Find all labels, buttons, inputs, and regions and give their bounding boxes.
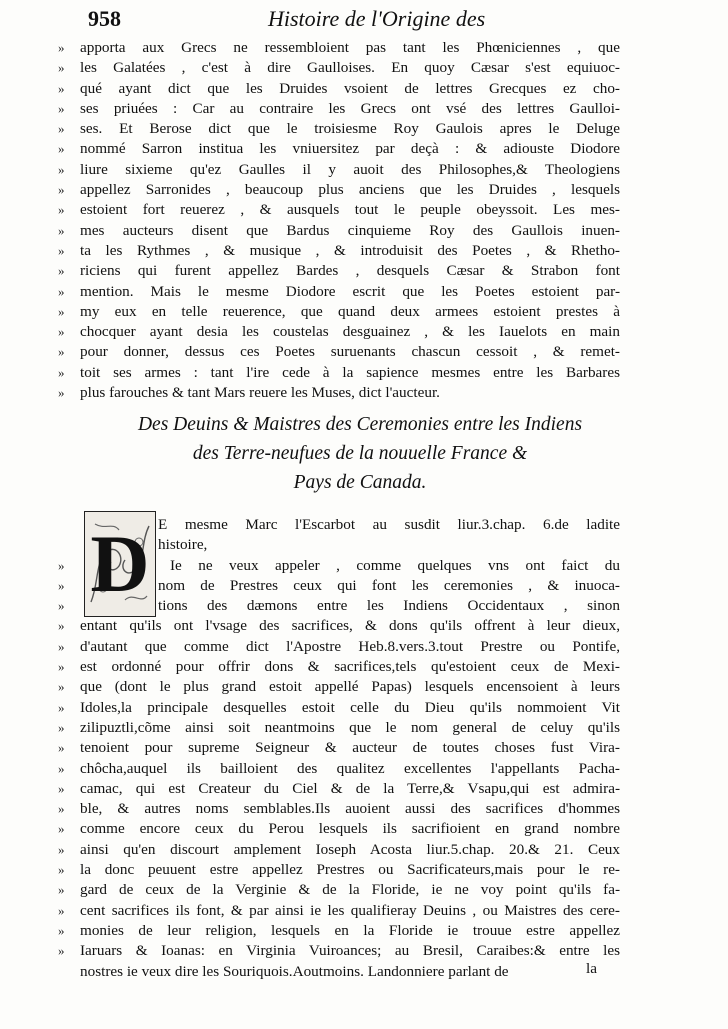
- text-line: [58, 657, 620, 677]
- text-line: [58, 718, 620, 738]
- line-text: tions des dæmons entre les Indiens Occidentaux , sinon: [158, 597, 620, 615]
- text-line: [58, 698, 620, 718]
- line-text: gard de ceux de la Verginie & de la Floride, ie ne voy point qu'ils fa-: [80, 881, 620, 899]
- text-line: [58, 99, 620, 119]
- line-text: mention. Mais le mesme Diodore escrit que les Poetes estoient par-: [80, 282, 620, 300]
- body-paragraph: [58, 515, 620, 982]
- line-text: liure sixieme qu'ez Gaulles il y auoit des Philosophes,& Theologiens: [80, 160, 620, 178]
- quotation-mark: »: [58, 100, 65, 116]
- text-line: [58, 637, 620, 657]
- text-line: [58, 302, 620, 322]
- text-line: [58, 941, 620, 961]
- quotation-mark: »: [58, 161, 65, 177]
- quotation-mark: »: [58, 679, 65, 695]
- line-text: Iaruars & Ioanas: en Virginia Vuiroances; au Bresil, Caraibes:& entre les: [80, 942, 620, 960]
- line-text: Idoles,la principale desquelles estoit celle du Dieu qu'ils nommoient Vit: [80, 698, 620, 716]
- dropcap-letter: D: [90, 518, 150, 609]
- quotation-mark: »: [58, 821, 65, 837]
- line-text: histoire,: [158, 536, 208, 554]
- text-line: [58, 383, 620, 403]
- running-title: Histoire de l'Origine des: [268, 6, 486, 31]
- line-text: nommé Sarron institua les vniuersitez par deçà : & adiouste Diodore: [80, 140, 620, 158]
- section-heading-line: des Terre-neufues de la nouuelle France &: [192, 443, 528, 464]
- line-text: est ordonné pour offrir dons & sacrifices,tels qu'estoient ceux de Mexi-: [80, 658, 620, 676]
- quotation-mark: »: [58, 740, 65, 756]
- text-line: [58, 139, 620, 159]
- quotation-mark: »: [58, 557, 65, 573]
- quotation-mark: »: [58, 699, 65, 715]
- line-text: les Galatées , c'est à dire Gaulloises. En quoy Cæsar s'est equiuoc-: [80, 59, 620, 77]
- quotation-mark: »: [58, 801, 65, 817]
- quotation-mark: »: [58, 618, 65, 634]
- page-header: [88, 6, 608, 36]
- text-line: [80, 962, 620, 982]
- quotation-mark: »: [58, 324, 65, 340]
- line-text: cent sacrifices ils font, & par ainsi ie les qualifieray Deuins , ou Maistres des cere-: [80, 901, 620, 919]
- quotation-mark: »: [58, 121, 65, 137]
- text-line: [58, 38, 620, 58]
- text-line: [58, 342, 620, 362]
- line-text: chôcha,auquel ils bailloient des qualitez excellentes l'appellants Pacha-: [80, 759, 620, 777]
- quotation-mark: »: [58, 60, 65, 76]
- line-text: entant qu'ils ont l'vsage des sacrifices, & dons qu'ils offrent à leur dieux,: [80, 617, 620, 635]
- quotation-mark: »: [58, 862, 65, 878]
- quotation-mark: »: [58, 242, 65, 258]
- text-line: [80, 535, 620, 555]
- text-line: [58, 799, 620, 819]
- line-text: plus farouches & tant Mars reuere les Muses, dict l'aucteur.: [80, 384, 440, 402]
- text-line: [58, 596, 620, 616]
- text-line: [58, 921, 620, 941]
- quotation-mark: »: [58, 40, 65, 55]
- line-text: ainsi qu'en discourt amplement Ioseph Acosta liur.5.chap. 20.& 21. Ceux: [80, 840, 620, 858]
- line-text: Ie ne veux appeler , comme quelques vns ont faict du: [170, 556, 620, 574]
- quotation-mark: »: [58, 222, 65, 238]
- line-text: d'autant que comme dict l'Apostre Heb.8.vers.3.tout Prestre ou Pontife,: [80, 637, 620, 655]
- line-text: tenoient pour supreme Seigneur & aucteur de toutes choses fust Vira-: [80, 739, 620, 757]
- section-heading-line: Pays de Canada.: [293, 472, 427, 493]
- line-text: my eux en telle reuerence, que quand deux armees estoient prestes à: [80, 302, 620, 320]
- line-text: chocquer ayant desia les coustelas desguainez , & les Iauelots en main: [80, 323, 620, 341]
- text-line: [58, 241, 620, 261]
- quotation-mark: »: [58, 577, 65, 593]
- quotation-mark: »: [58, 283, 65, 299]
- text-line: [58, 79, 620, 99]
- text-line: [58, 160, 620, 180]
- quotation-mark: »: [58, 638, 65, 654]
- quotation-mark: »: [58, 263, 65, 279]
- line-text: comme encore ceux du Perou lesquels ils sacrifioient en grand nombre: [80, 820, 620, 838]
- line-text: apporta aux Grecs ne ressembloient pas tant les Phœniciennes , que: [80, 39, 620, 56]
- quotation-mark: »: [58, 780, 65, 796]
- text-line: [58, 901, 620, 921]
- line-text: riciens qui furent appellez Bardes , desquels Cæsar & Strabon font: [80, 262, 620, 280]
- top-paragraph: [58, 38, 620, 403]
- text-line: [58, 200, 620, 220]
- quotation-mark: »: [58, 841, 65, 857]
- line-text: la donc peuuent estre appellez Prestres ou Sacrificateurs,mais pour le re-: [80, 861, 620, 879]
- line-text: que (dont le plus grand estoit appellé Papas) lesquels encensoient à leurs: [80, 678, 620, 696]
- quotation-mark: »: [58, 303, 65, 319]
- text-line: [58, 180, 620, 200]
- quotation-mark: »: [58, 141, 65, 157]
- quotation-mark: »: [58, 80, 65, 96]
- text-line: [58, 840, 620, 860]
- text-line: [58, 779, 620, 799]
- text-line: [80, 515, 620, 535]
- line-text: ses priuées : Car au contraire les Grecs ont vsé des lettres Gaulloi-: [80, 99, 620, 117]
- line-text: zilipuztli,cõme ainsi soit neantmoins que le nom general de celuy qu'ils: [80, 718, 620, 736]
- text-line: [58, 556, 620, 576]
- line-text: nostres ie veux dire les Souriquois.Aoutmoins. Landonniere parlant de: [80, 962, 509, 980]
- line-text: ses. Et Berose dict que le troisiesme Roy Gaulois apres le Deluge: [80, 120, 620, 138]
- quotation-mark: »: [58, 598, 65, 614]
- line-text: estoient fort reuerez , & ausquels tout le peuple obeyssoit. Les mes-: [80, 201, 620, 219]
- page-number: 958: [88, 6, 121, 31]
- quotation-mark: »: [58, 182, 65, 198]
- text-line: [58, 576, 620, 596]
- text-line: [58, 819, 620, 839]
- line-text: toit ses armes : tant l'ire cede à la sapience mesmes entre les Barbares: [80, 363, 620, 381]
- quotation-mark: »: [58, 202, 65, 218]
- quotation-mark: »: [58, 364, 65, 380]
- section-heading-line: Des Deuins & Maistres des Ceremonies entre les Indiens: [137, 414, 583, 435]
- line-text: mes aucteurs disent que Bardus cinquieme Roy des Gaullois inuen-: [80, 221, 620, 239]
- line-text: monies de leur religion, lesquels en la Floride ie trouue estre appellez: [80, 921, 620, 939]
- text-line: [58, 880, 620, 900]
- text-line: [58, 261, 620, 281]
- text-line: [58, 860, 620, 880]
- quotation-mark: »: [58, 922, 65, 938]
- line-text: camac, qui est Createur du Ciel & de la Terre,& Vsapu,qui est admira-: [80, 779, 620, 797]
- quotation-mark: »: [58, 943, 65, 959]
- text-line: [58, 738, 620, 758]
- quotation-mark: »: [58, 659, 65, 675]
- text-line: [58, 282, 620, 302]
- text-line: [58, 119, 620, 139]
- line-text: pour donner, dessus ces Poetes suruenants chascun cessoit , & remet-: [80, 343, 620, 361]
- quotation-mark: »: [58, 882, 65, 898]
- text-line: [58, 322, 620, 342]
- quotation-mark: »: [58, 344, 65, 360]
- quotation-mark: »: [58, 385, 65, 401]
- catchword: la: [586, 960, 597, 977]
- text-line: [58, 759, 620, 779]
- line-text: qué ayant dict que les Druides vsoient de lettres Grecques ez cho-: [80, 79, 620, 97]
- line-text: ta les Rythmes , & musique , & introduisit des Poetes , & Rhetho-: [80, 241, 620, 259]
- text-line: [58, 58, 620, 78]
- line-text: ble, & autres noms semblables.Ils auoient aussi des sacrifices d'hommes: [80, 800, 620, 818]
- text-line: [58, 677, 620, 697]
- quotation-mark: »: [58, 719, 65, 735]
- line-text: nom de Prestres ceux qui font les ceremonies , & inuoca-: [158, 576, 620, 594]
- line-text: appellez Sarronides , beaucoup plus anciens que les Druides , lesquels: [80, 181, 620, 199]
- quotation-mark: »: [58, 902, 65, 918]
- quotation-mark: »: [58, 760, 65, 776]
- text-line: [58, 221, 620, 241]
- line-text: E mesme Marc l'Escarbot au susdit liur.3.chap. 6.de ladite: [158, 516, 620, 533]
- section-heading: [90, 410, 630, 497]
- text-line: [58, 616, 620, 636]
- text-line: [58, 363, 620, 383]
